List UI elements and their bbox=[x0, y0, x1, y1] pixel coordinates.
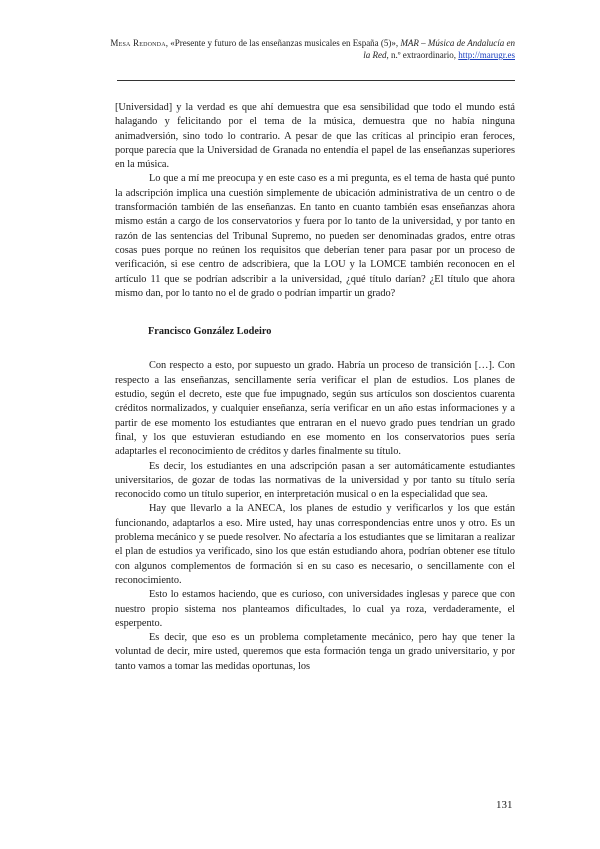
paragraph: Esto lo estamos haciendo, que es curioso, con universidades inglesas y parece que con nuestro propio sistema nos planteamos dificultades, lo cual ya roza, verdaderamente, el esperpento. bbox=[115, 589, 515, 629]
paragraph: Con respecto a esto, por supuesto un grado. Habría un proceso de transición […]. Con respecto a las enseñanzas, sencillamente sería verificar el plan de estudios. Los planes de estudio, según el decreto, este que fue impugnado, según sus artículos son doscientos cuarenta créditos normalizados, y cualquier enseñanza, sería verificar en un año estas informaciones y a partir de ese momento los estudiantes que entraran en el nuevo grado pues tendrían un grado final, y los que estuvieran estudiando en ese momento en los conservatorios pues sería adaptarles el reconocimiento de créditos y darles finalmente su título. bbox=[115, 360, 515, 458]
page-number: 131 bbox=[496, 799, 513, 811]
header-title: , «Presente y futuro de las enseñanzas musicales en España (5)», bbox=[165, 38, 399, 48]
paragraph: Hay que llevarlo a la ANECA, los planes de estudio y verificarlos y los que están funcionando, adaptarlos a eso. Mire usted, hay unas correspondencias entre unos y otro. Es un problema mecánico y se puede resolver. No afectaría a los estudiantes que se limitaran a realizar el plan de estudios ya verificado, sino los que están estudiando ahora, podrían obtener ese título con algunos complementos de formación si en su caso es necesario, o sencillamente con el reconocimiento. bbox=[115, 503, 515, 586]
header-issue: , n.º extraordinario, bbox=[386, 50, 456, 60]
paragraph: Es decir, que eso es un problema completamente mecánico, pero hay que tener la voluntad de decir, mire usted, queremos que esta formación tenga un grado universitario, y por tanto vamos a tomar las medidas oportunas, los bbox=[115, 632, 515, 672]
speaker-name: Francisco González Lodeiro bbox=[148, 326, 272, 338]
header-journal: MAR – Música de Andalucía en la Red bbox=[363, 38, 515, 60]
body-text bbox=[115, 101, 515, 674]
paragraph: Es decir, los estudiantes en una adscripción pasan a ser automáticamente estudiantes universitarios, de gozar de todas las normativas de la universidad y por tanto su título sería reconocido como un título superior, en interpretación musical o en la especialidad que sea. bbox=[115, 460, 515, 501]
running-header bbox=[110, 37, 515, 61]
paragraph: Lo que a mí me preocupa y en este caso es a mi pregunta, es el tema de hasta qué punto la adscripción implica una cuestión simplemente de ubicación administrativa de un centro o de transformación también de las enseñanzas. En tanto en cuanto también esas enseñanzas ahora mismo están a cargo de los conservatorios y fuera por lo tanto de la universidad, y por tanto en razón de las sentencias del Tribunal Supremo, no pueden ser denominadas grados, entre otras cosas pues porque no reúnen los requisitos que deberían tener para pasar por un proceso de verificación, si ese centro de adscribiera, que la LOU y la LOMCE también reconocen en el artículo 11 que se podrían adscribir a la universidad, ¿qué título darían? ¿El título que ahora mismo dan, por lo tanto no el de grado o podrían impartir un grado? bbox=[115, 173, 515, 299]
header-rule bbox=[117, 80, 515, 81]
header-author: Mesa Redonda bbox=[110, 38, 166, 48]
header-url-link[interactable]: http://marugr.es bbox=[458, 50, 515, 60]
paragraph: [Universidad] y la verdad es que ahí demuestra que esa sensibilidad que todo el mundo está halagando y felicitando por el tema de la música, demuestra que no había ninguna animadversión, sino todo lo contrario. A pesar de que las críticas al principio eran feroces, porque parecía que la Universidad de Granada no entendía el papel de las enseñanzas superiores en la música. bbox=[115, 102, 515, 171]
